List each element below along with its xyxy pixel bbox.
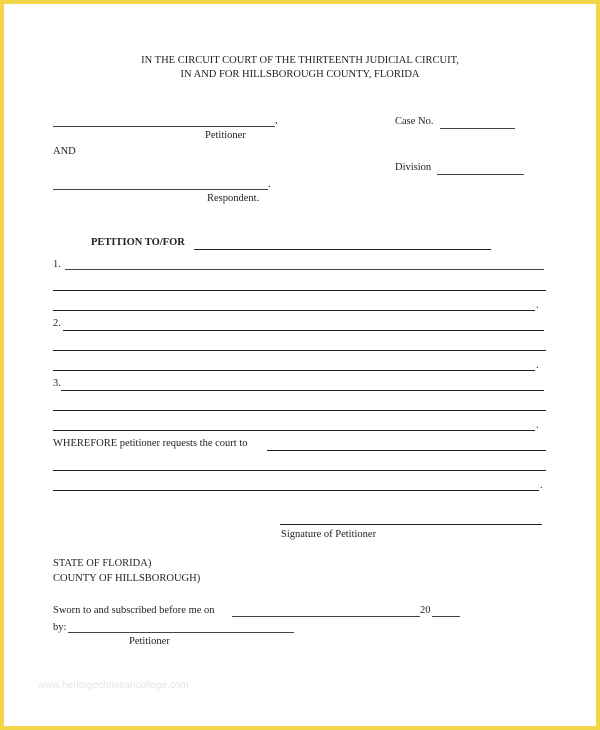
item-2-line-b[interactable] [53, 350, 546, 351]
item-1-line-b[interactable] [53, 290, 546, 291]
item-3-period: . [536, 420, 539, 431]
sworn-date-line[interactable] [232, 616, 420, 617]
and-label: AND [53, 146, 76, 157]
item-2-period: . [536, 360, 539, 371]
respondent-period: . [268, 179, 271, 190]
item-1-number: 1. [53, 259, 61, 270]
notary-county: COUNTY OF HILLSBOROUGH) [53, 573, 201, 584]
court-header-line1: IN THE CIRCUIT COURT OF THE THIRTEENTH JUDICIAL CIRCUIT, [141, 55, 459, 66]
petitioner-name-line[interactable] [53, 126, 275, 127]
notary-state: STATE OF FLORIDA) [53, 558, 152, 569]
by-label: by: [53, 622, 67, 633]
item-2-line-a[interactable] [63, 330, 544, 331]
court-header-line2: IN AND FOR HILLSBOROUGH COUNTY, FLORIDA [180, 69, 420, 80]
signature-label: Signature of Petitioner [281, 529, 377, 540]
item-3-line-b[interactable] [53, 410, 546, 411]
notary-petitioner-label: Petitioner [129, 636, 170, 647]
item-2-number: 2. [53, 318, 61, 329]
petitioner-label: Petitioner [205, 130, 246, 141]
sworn-year-prefix: 20 [420, 605, 431, 616]
petition-title: PETITION TO/FOR [91, 237, 185, 248]
sworn-year-line[interactable] [432, 616, 460, 617]
petition-title-line[interactable] [194, 249, 491, 250]
watermark-text: www.heritagechristiancollege.com [38, 680, 189, 691]
signature-line[interactable] [280, 524, 542, 525]
item-3-line-a[interactable] [61, 390, 544, 391]
item-3-line-c[interactable] [53, 430, 535, 431]
wherefore-line-a[interactable] [267, 450, 546, 451]
item-3-number: 3. [53, 378, 61, 389]
division-line[interactable] [437, 174, 524, 175]
respondent-name-line[interactable] [53, 189, 268, 190]
item-1-period: . [536, 300, 539, 311]
case-no-line[interactable] [440, 128, 515, 129]
item-1-line-c[interactable] [53, 310, 535, 311]
petition-form-page [4, 4, 596, 726]
wherefore-text: WHEREFORE petitioner requests the court to [53, 438, 248, 449]
division-label: Division [395, 162, 432, 173]
wherefore-line-b[interactable] [53, 470, 546, 471]
sworn-text: Sworn to and subscribed before me on [53, 605, 215, 616]
by-name-line[interactable] [68, 632, 294, 633]
wherefore-line-c[interactable] [53, 490, 539, 491]
item-2-line-c[interactable] [53, 370, 535, 371]
wherefore-period: . [540, 480, 543, 491]
respondent-label: Respondent. [207, 193, 260, 204]
item-1-line-a[interactable] [65, 269, 544, 270]
case-no-label: Case No. [395, 116, 434, 127]
petitioner-comma: , [275, 115, 278, 126]
